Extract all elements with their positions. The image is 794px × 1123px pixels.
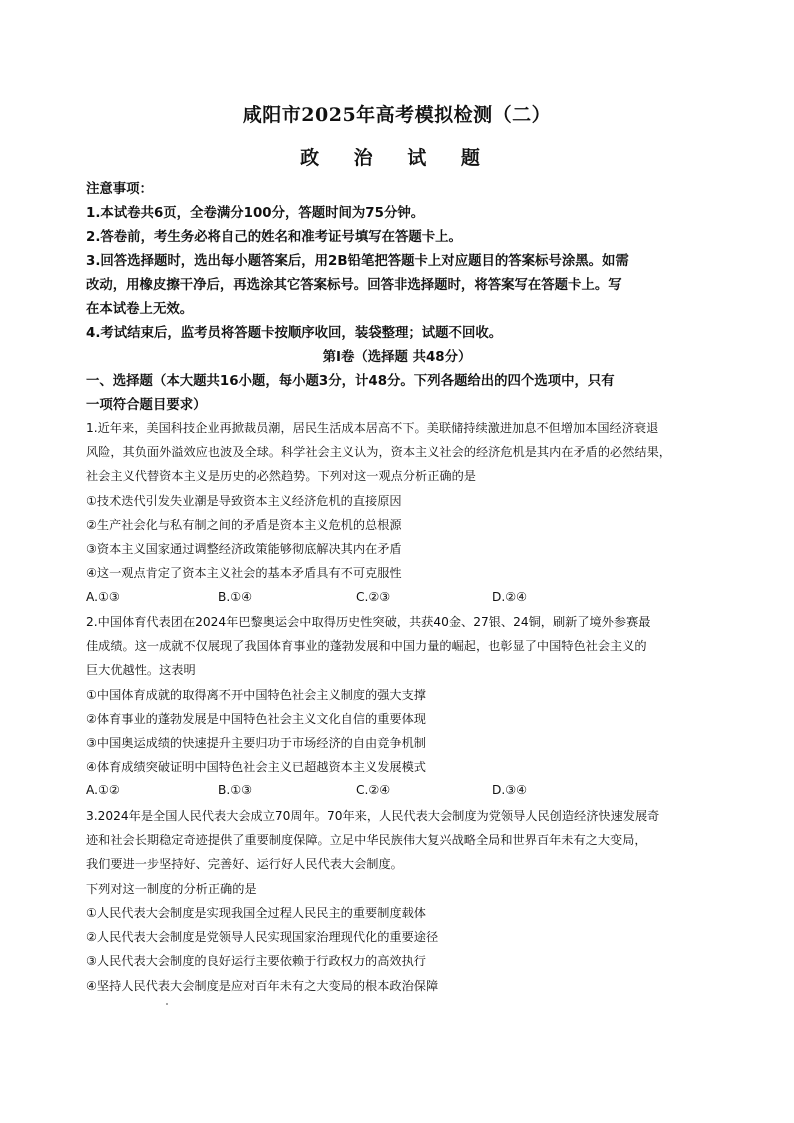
statement-item: ③资本主义国家通过调整经济政策能够彻底解决其内在矛盾 xyxy=(86,542,402,556)
question-stem: 社会主义代替资本主义是历史的必然趋势。下列对这一观点分析正确的是 xyxy=(86,469,476,483)
statement-item: ②人民代表大会制度是党领导人民实现国家治理现代化的重要途径 xyxy=(86,930,439,944)
notes-heading: 注意事项： xyxy=(86,182,153,197)
option-c[interactable]: C.②③ xyxy=(356,590,391,604)
note-line: 4.考试结束后，监考员将答题卡按顺序收回，装袋整理；试题不回收。 xyxy=(86,326,503,341)
note-line: 1.本试卷共6页，全卷满分100分，答题时间为75分钟。 xyxy=(86,206,425,221)
question-stem: 佳成绩。这一成就不仅展现了我国体育事业的蓬勃发展和中国力量的崛起，也彰显了中国特色社会主义的 xyxy=(86,639,647,653)
note-line: 3.回答选择题时，选出每小题答案后，用2B铅笔把答题卡上对应题目的答案标号涂黑。如需 xyxy=(86,254,629,269)
subject-title: 政 治 试 题 xyxy=(300,147,494,169)
statement-item: ①技术迭代引发失业潮是导致资本主义经济危机的直接原因 xyxy=(86,494,402,508)
stray-mark xyxy=(166,1003,168,1005)
question-stem: 下列对这一制度的分析正确的是 xyxy=(86,882,257,896)
part-heading: 第Ⅰ卷（选择题 共48分） xyxy=(322,350,472,365)
exam-title: 咸阳市2025年高考模拟检测（二） xyxy=(242,104,552,126)
question-stem: 巨大优越性。这表明 xyxy=(86,663,196,677)
statement-item: ①中国体育成就的取得离不开中国特色社会主义制度的强大支撑 xyxy=(86,688,426,702)
statement-item: ④这一观点肯定了资本主义社会的基本矛盾具有不可克服性 xyxy=(86,566,402,580)
statement-item: ④体育成绩突破证明中国特色社会主义已超越资本主义发展模式 xyxy=(86,760,426,774)
option-a[interactable]: A.①③ xyxy=(86,590,120,604)
question-stem: 风险，其负面外溢效应也波及全球。科学社会主义认为，资本主义社会的经济危机是其内在矛盾的必然结果， xyxy=(86,445,671,459)
note-line: 2.答卷前，考生务必将自己的姓名和准考证号填写在答题卡上。 xyxy=(86,230,462,245)
option-d[interactable]: D.③④ xyxy=(492,783,528,797)
option-a[interactable]: A.①② xyxy=(86,783,120,797)
question-stem: 2.中国体育代表团在2024年巴黎奥运会中取得历史性突破，共获40金、27银、24铜，刷新了境外参赛最 xyxy=(86,615,651,629)
statement-item: ②生产社会化与私有制之间的矛盾是资本主义危机的总根源 xyxy=(86,518,402,532)
statement-item: ③中国奥运成绩的快速提升主要归功于市场经济的自由竞争机制 xyxy=(86,736,426,750)
statement-item: ①人民代表大会制度是实现我国全过程人民民主的重要制度载体 xyxy=(86,906,426,920)
question-stem: 1.近年来，美国科技企业再掀裁员潮，居民生活成本居高不下。美联储持续激进加息不但增加本国经济衰退 xyxy=(86,421,659,435)
statement-item: ②体育事业的蓬勃发展是中国特色社会主义文化自信的重要体现 xyxy=(86,712,426,726)
statement-item: ④坚持人民代表大会制度是应对百年未有之大变局的根本政治保障 xyxy=(86,979,439,993)
section-heading: 一项符合题目要求） xyxy=(86,398,207,413)
option-b[interactable]: B.①④ xyxy=(218,590,253,604)
question-stem: 3.2024年是全国人民代表大会成立70周年。70年来，人民代表大会制度为党领导人民创造经济快速发展奇 xyxy=(86,809,660,823)
question-stem: 迹和社会长期稳定奇迹提供了重要制度保障。立足中华民族伟大复兴战略全局和世界百年未有之大变局， xyxy=(86,833,647,847)
statement-item: ③人民代表大会制度的良好运行主要依赖于行政权力的高效执行 xyxy=(86,954,426,968)
note-line: 改动，用橡皮擦干净后，再选涂其它答案标号。回答非选择题时，将答案写在答题卡上。写 xyxy=(86,278,622,293)
option-b[interactable]: B.①③ xyxy=(218,783,253,797)
section-heading: 一、选择题（本大题共16小题，每小题3分，计48分。下列各题给出的四个选项中，只有 xyxy=(86,374,615,389)
option-d[interactable]: D.②④ xyxy=(492,590,528,604)
option-c[interactable]: C.②④ xyxy=(356,783,391,797)
note-line: 在本试卷上无效。 xyxy=(86,302,194,317)
question-stem: 我们要进一步坚持好、完善好、运行好人民代表大会制度。 xyxy=(86,857,403,871)
